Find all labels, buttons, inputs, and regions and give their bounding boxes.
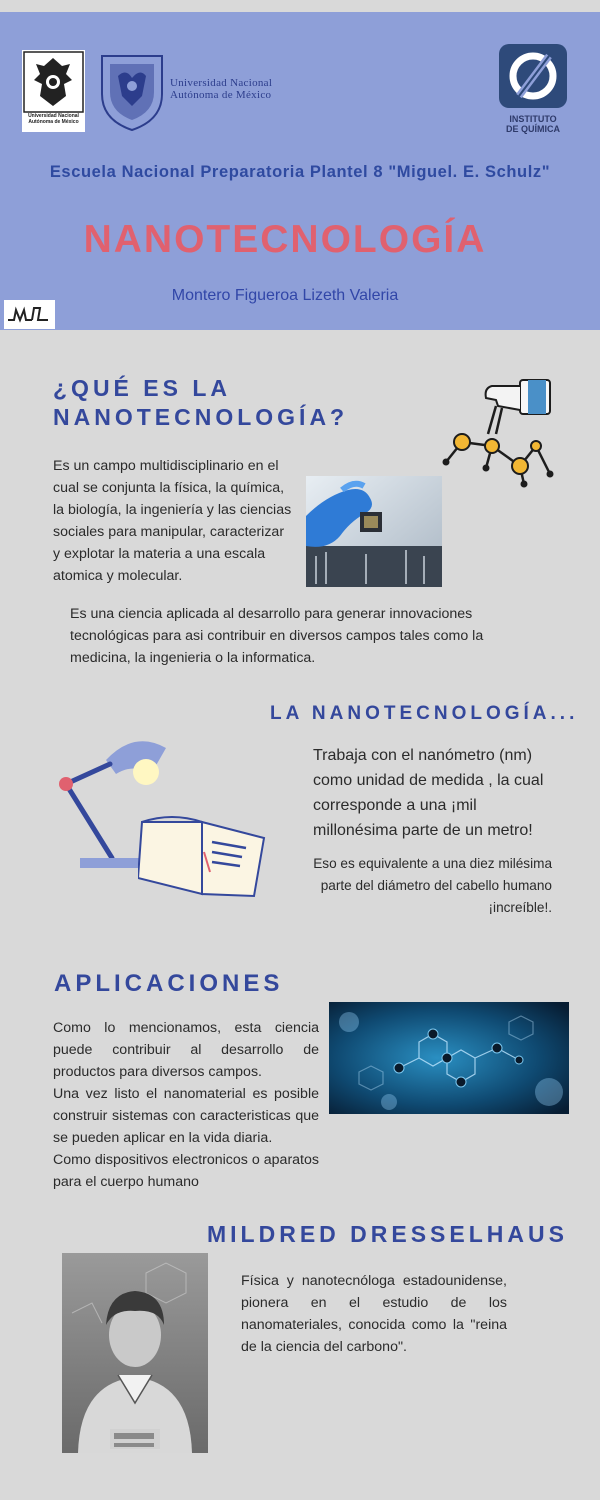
small-logo-icon (4, 300, 55, 329)
nano-tweezers-icon (440, 376, 555, 488)
section1-title-line: ¿QUÉ ES LA (53, 375, 232, 401)
unam-name: Autónoma de México (170, 89, 272, 101)
molecules-image (329, 1002, 569, 1114)
section4-title: MILDRED DRESSELHAUS (207, 1221, 568, 1247)
section3-title: APLICACIONES (54, 970, 284, 997)
section3-paragraph2: Una vez listo el nanomaterial es posible construir sistemas con caracteristicas que se pueden aplicar en la vida diaria. (53, 1086, 319, 1146)
section2-title: LA NANOTECNOLOGÍA... (270, 703, 579, 724)
section1-paragraph1: Es un campo multidisciplinario en el cual se conjunta la física, la química, la biología, la ingeniería y las ciencias sociales para manipular, caracterizar y explotar la materia a una escala atomica y molecular. (53, 458, 292, 584)
section2-paragraph2: Eso es equivalente a una diez milésima parte del diámetro del cabello humano ¡increíble!. (313, 856, 552, 915)
unam-crest-icon (96, 50, 168, 132)
lab-chip-photo (306, 476, 442, 587)
section3-paragraph1: Como lo mencionamos, esta ciencia puede contribuir al desarrollo de productos para diversos campos. (53, 1020, 319, 1080)
iq-logo-text: INSTITUTO (509, 114, 557, 124)
open-book-icon (138, 808, 268, 900)
unam-seal-icon (22, 50, 85, 132)
section4-paragraph: Física y nanotecnóloga estadounidense, pionera en el estudio de los nanomateriales, conocida como la "reina de la ciencia del carbono". (241, 1273, 507, 1355)
unam-seal-text: Universidad Nacional (28, 113, 79, 119)
unam-seal-text: Autónoma de México (28, 119, 79, 125)
author-name: Montero Figueroa Lizeth Valeria (171, 287, 399, 304)
mildred-portrait-photo (62, 1253, 208, 1453)
instituto-quimica-logo (497, 42, 569, 137)
section3-paragraph3: Como dispositivos electronicos o aparatos para el cuerpo humano (53, 1152, 319, 1190)
school-name: Escuela Nacional Preparatoria Plantel 8 "Miguel. E. Schulz" (49, 163, 551, 181)
section2-paragraph1: Trabaja con el nanómetro (nm) como unidad de medida , la cual corresponde a una ¡mil millonésima parte de un metro! (313, 747, 544, 839)
unam-name: Universidad Nacional (170, 77, 273, 89)
section1-title-line: NANOTECNOLOGÍA? (53, 404, 349, 430)
iq-logo-text: DE QUÍMICA (506, 124, 560, 134)
section1-paragraph2: Es una ciencia aplicada al desarrollo para generar innovaciones tecnológicas para asi contribuir en diversos campos tales como la medicina, la ingenieria o la informatica. (70, 606, 484, 666)
page-title: NANOTECNOLOGÍA (83, 218, 487, 261)
